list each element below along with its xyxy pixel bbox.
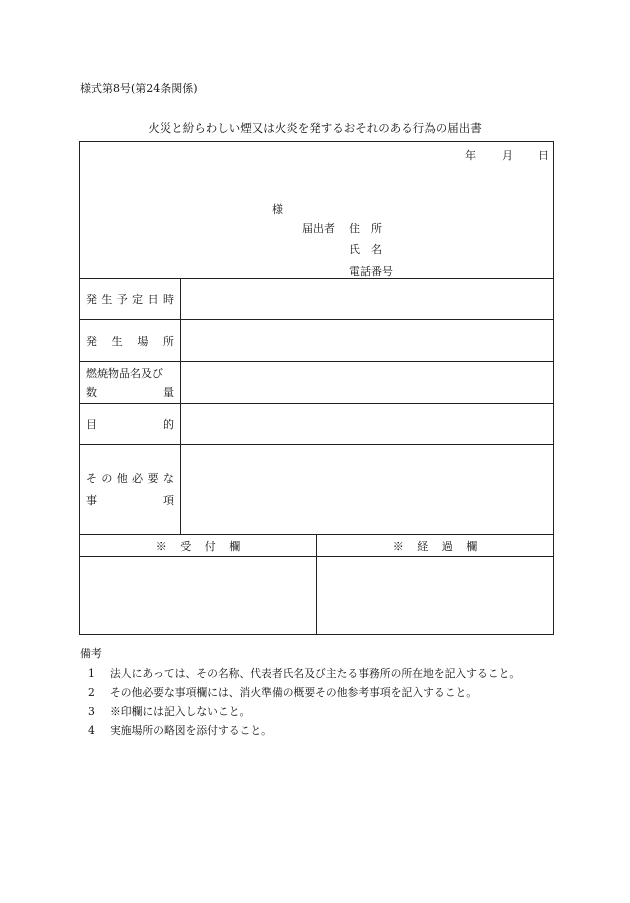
label-char: の xyxy=(101,471,113,485)
date-year-label: 年 xyxy=(465,149,476,162)
addressee-suffix: 様 xyxy=(272,203,283,216)
reception-header xyxy=(80,535,317,557)
progress-label: ※ 経 過 欄 xyxy=(392,539,478,553)
label-char: 量 xyxy=(163,385,174,399)
label-char: 時 xyxy=(162,293,174,306)
note-text: 法人にあっては、その名称、代表者氏名及び主たる事務所の所在地を記入すること。 xyxy=(110,667,521,680)
reception-field[interactable] xyxy=(80,557,317,635)
progress-field[interactable] xyxy=(317,557,554,635)
date-day-label: 日 xyxy=(538,149,549,162)
note-number: 4 xyxy=(88,724,95,737)
reception-label: ※ 受 付 欄 xyxy=(155,539,241,553)
name-label: 氏 名 xyxy=(349,243,382,256)
label-char: 事 xyxy=(86,493,97,507)
label-char: 発 xyxy=(86,334,97,348)
scheduled-datetime-label xyxy=(80,279,181,320)
label-char: 項 xyxy=(163,493,174,507)
note-text: 実施場所の略図を添付すること。 xyxy=(110,724,272,737)
note-text: ※印欄には記入しないこと。 xyxy=(110,705,251,718)
form-number: 様式第8号(第24条関係) xyxy=(80,82,198,95)
note-number: 1 xyxy=(88,667,95,680)
label-char: 所 xyxy=(162,334,174,348)
label-line: 燃焼物品名及び xyxy=(86,366,163,380)
label-char: 場 xyxy=(137,334,149,348)
label-char: 予 xyxy=(116,293,128,306)
phone-label: 電話番号 xyxy=(349,265,393,278)
notification-form-table xyxy=(79,141,554,635)
note-text: その他必要な事項欄には、消火準備の概要その他参考事項を記入すること。 xyxy=(110,686,478,699)
purpose-field[interactable] xyxy=(181,404,554,445)
note-item xyxy=(88,685,477,700)
burning-items-field[interactable] xyxy=(181,362,554,404)
burning-items-label xyxy=(80,362,181,404)
header-cell xyxy=(80,142,554,279)
label-char: 的 xyxy=(163,418,174,431)
label-char: 生 xyxy=(101,293,113,306)
location-field[interactable] xyxy=(181,320,554,362)
label-char: 生 xyxy=(111,334,123,348)
note-item xyxy=(88,666,520,681)
label-char: 数 xyxy=(86,385,97,399)
label-char: そ xyxy=(86,471,97,485)
label-char: 他 xyxy=(116,471,128,485)
label-char: 日 xyxy=(147,293,159,306)
label-char: な xyxy=(162,471,174,485)
other-matters-label xyxy=(80,445,181,535)
label-char: 必 xyxy=(132,471,144,485)
date-month-label: 月 xyxy=(502,149,513,162)
notifier-label: 届出者 xyxy=(302,222,335,235)
progress-header xyxy=(317,535,554,557)
note-number: 3 xyxy=(88,705,95,718)
label-char: 要 xyxy=(147,471,159,485)
location-label xyxy=(80,320,181,362)
address-label: 住 所 xyxy=(349,222,382,235)
note-item xyxy=(88,723,272,738)
notes-title: 備考 xyxy=(80,647,102,660)
note-number: 2 xyxy=(88,686,95,699)
label-char: 定 xyxy=(132,293,144,306)
other-matters-field[interactable] xyxy=(181,445,554,535)
label-char: 目 xyxy=(86,418,97,431)
scheduled-datetime-field[interactable] xyxy=(181,279,554,320)
form-title: 火災と紛らわしい煙又は火炎を発するおそれのある行為の届出書 xyxy=(148,121,482,135)
purpose-label xyxy=(80,404,181,445)
label-char: 発 xyxy=(86,293,97,306)
note-item xyxy=(88,704,250,719)
